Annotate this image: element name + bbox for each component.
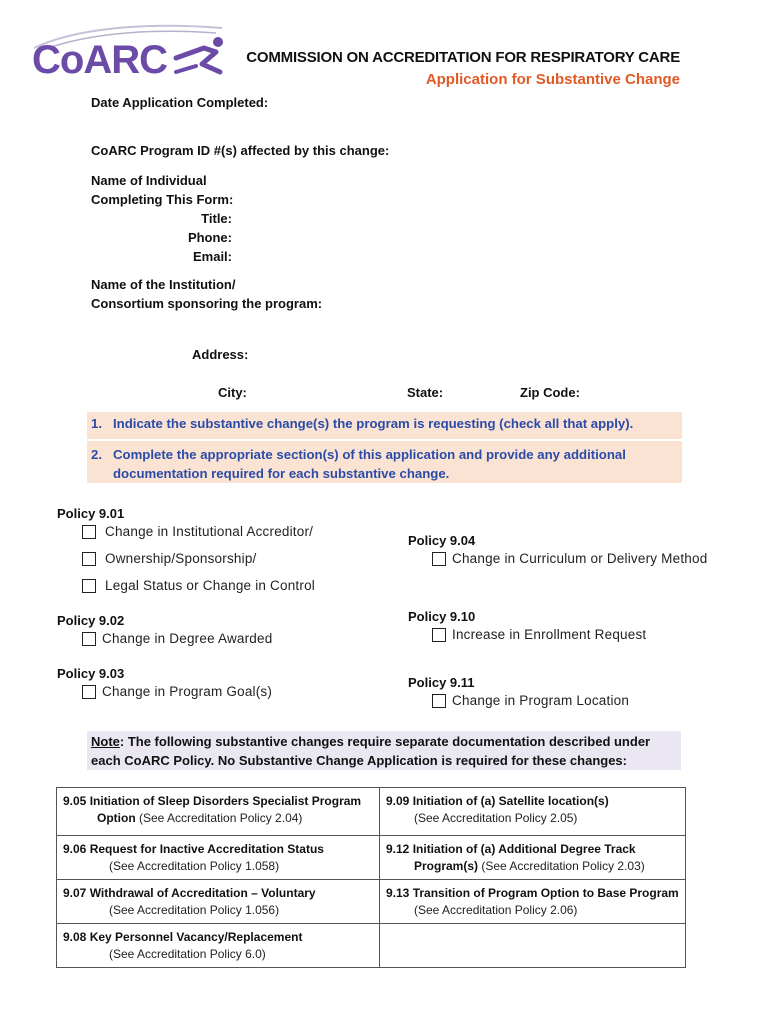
cell-905-ref: (See Accreditation Policy 2.04)	[135, 811, 303, 825]
table-row	[57, 788, 686, 836]
table-cell-905	[57, 788, 380, 836]
cell-906-ref: (See Accreditation Policy 1.058)	[109, 859, 280, 873]
cell-905-title: 9.05 Initiation of Sleep Disorders Specialist Program	[63, 794, 362, 808]
policy-903-option: Change in Program Goal(s)	[102, 684, 273, 699]
cell-908-ref: (See Accreditation Policy 6.0)	[109, 947, 266, 961]
policy-901-option-3: Legal Status or Change in Control	[105, 578, 315, 593]
policy-910-option: Increase in Enrollment Request	[452, 627, 647, 642]
program-id-label: CoARC Program ID #(s) affected by this change:	[91, 143, 390, 158]
cell-905-line2	[63, 810, 373, 827]
table-cell-909	[380, 788, 686, 836]
cell-907-title: 9.07 Withdrawal of Accreditation – Voluntary	[63, 886, 316, 900]
cell-912-program: Program(s)	[414, 859, 479, 873]
policy-901-option-2: Ownership/Sponsorship/	[105, 551, 257, 566]
note-label: Note	[91, 734, 120, 749]
policy-903-checkbox[interactable]	[82, 685, 96, 699]
policy-901-checkbox-1[interactable]	[82, 525, 96, 539]
instruction-1-text: Indicate the substantive change(s) the program is requesting (check all that apply).	[113, 416, 634, 431]
instruction-2-number: 2.	[91, 447, 102, 462]
logo-text: CoARC	[32, 38, 167, 82]
email-label: Email:	[192, 249, 232, 264]
substantive-change-table	[56, 787, 686, 968]
policy-901-checkbox-3[interactable]	[82, 579, 96, 593]
cell-906-title: 9.06 Request for Inactive Accreditation Status	[63, 842, 324, 856]
institution-label-line2: Consortium sponsoring the program:	[91, 296, 323, 311]
table-row	[57, 880, 686, 924]
individual-label-line1: Name of Individual	[91, 173, 207, 188]
phone-label: Phone:	[187, 230, 232, 245]
cell-912-line2	[386, 858, 679, 875]
policy-904-option: Change in Curriculum or Delivery Method	[452, 551, 708, 566]
table-cell-912	[380, 836, 686, 880]
table-row	[57, 836, 686, 880]
cell-908-title: 9.08 Key Personnel Vacancy/Replacement	[63, 930, 303, 944]
cell-912-title: 9.12 Initiation of (a) Additional Degree Track	[386, 842, 636, 856]
table-cell-908	[57, 924, 380, 968]
policy-910-title: Policy 9.10	[408, 609, 476, 624]
individual-label-line2: Completing This Form:	[91, 192, 234, 207]
policy-901-checkbox-2[interactable]	[82, 552, 96, 566]
cell-913-title: 9.13 Transition of Program Option to Base Program	[386, 886, 679, 900]
date-label: Date Application Completed:	[91, 95, 269, 110]
note-line-1	[91, 734, 650, 749]
table-cell-913	[380, 880, 686, 924]
header-title: COMMISSION ON ACCREDITATION FOR RESPIRATORY CARE	[246, 49, 680, 66]
policy-904-checkbox[interactable]	[432, 552, 446, 566]
policy-902-option: Change in Degree Awarded	[102, 631, 273, 646]
cell-905-option: Option	[97, 811, 136, 825]
cell-909-title: 9.09 Initiation of (a) Satellite location(s)	[386, 794, 609, 808]
cell-912-ref: (See Accreditation Policy 2.03)	[478, 859, 645, 873]
city-label: City:	[218, 385, 247, 400]
address-label: Address:	[192, 347, 249, 362]
policy-911-checkbox[interactable]	[432, 694, 446, 708]
table-cell-empty	[380, 924, 686, 968]
policy-904-title: Policy 9.04	[408, 533, 476, 548]
instruction-2-line2: documentation required for each substantive change.	[113, 466, 450, 481]
table-cell-907	[57, 880, 380, 924]
institution-label-line1: Name of the Institution/	[91, 277, 236, 292]
policy-910-checkbox[interactable]	[432, 628, 446, 642]
state-label: State:	[407, 385, 444, 400]
policy-902-checkbox[interactable]	[82, 632, 96, 646]
coarc-logo	[26, 22, 236, 84]
table-cell-906	[57, 836, 380, 880]
policy-903-title: Policy 9.03	[57, 666, 125, 681]
cell-913-ref: (See Accreditation Policy 2.06)	[414, 903, 578, 917]
cell-907-ref: (See Accreditation Policy 1.056)	[109, 903, 280, 917]
policy-902-title: Policy 9.02	[57, 613, 125, 628]
header-subtitle: Application for Substantive Change	[425, 71, 680, 88]
note-line-2: each CoARC Policy. No Substantive Change Application is required for these changes:	[91, 753, 627, 768]
policy-901-option-1: Change in Institutional Accreditor/	[105, 524, 314, 539]
policy-901-title: Policy 9.01	[57, 506, 125, 521]
zip-label: Zip Code:	[520, 385, 580, 400]
cell-909-ref: (See Accreditation Policy 2.05)	[414, 811, 578, 825]
policy-911-option: Change in Program Location	[452, 693, 630, 708]
title-label: Title:	[201, 211, 232, 226]
table-row	[57, 924, 686, 968]
instruction-2-line1: Complete the appropriate section(s) of this application and provide any additional	[113, 447, 626, 462]
note-text-1: : The following substantive changes require separate documentation described under	[119, 734, 651, 749]
instruction-1-number: 1.	[91, 416, 102, 431]
policy-911-title: Policy 9.11	[408, 675, 475, 690]
